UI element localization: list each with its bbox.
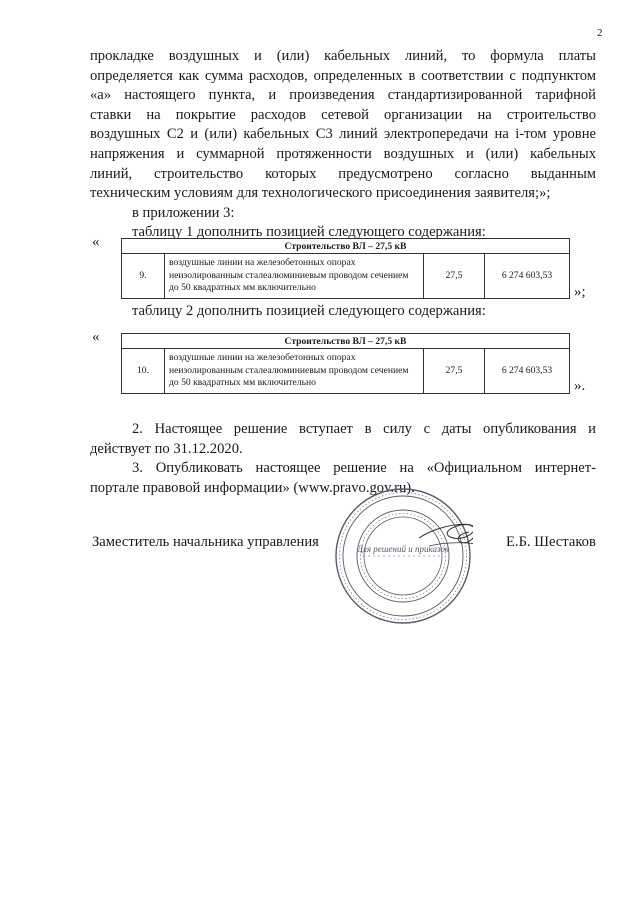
table2-intro-text: таблицу 2 дополнить позицией следующего содержания:	[132, 303, 486, 319]
text-line: прокладке воздушных и (или) кабельных линий, то формула платы	[90, 48, 596, 64]
stamp-text: Для решений и приказов	[357, 544, 449, 554]
signer-role: Заместитель начальника управления	[92, 534, 319, 550]
appendix-line	[132, 204, 592, 224]
table1-intro-text: таблицу 1 дополнить позицией следующего содержания:	[132, 224, 486, 240]
table1-header: Строительство ВЛ – 27,5 кВ	[122, 239, 570, 254]
table2-num: 10.	[122, 349, 165, 394]
paragraph-2	[90, 420, 596, 459]
signer-name: Е.Б. Шестаков	[506, 534, 596, 550]
paragraph-1	[90, 47, 596, 204]
table-1	[121, 238, 570, 299]
table2-voltage: 27,5	[424, 349, 485, 394]
text-line: воздушных С2 и (или) кабельных С3 линий электропередачи на i-том уровне	[90, 126, 596, 143]
text-line: 2. Настоящее решение вступает в силу с даты опубликования и	[132, 421, 596, 437]
quote-open-2: «	[92, 329, 100, 345]
quote-open-1: «	[92, 234, 100, 250]
quote-close-1: »;	[574, 284, 586, 300]
text-line: 3. Опубликовать настоящее решение на «Официальном интернет-	[132, 460, 596, 476]
table1-num: 9.	[122, 254, 165, 299]
quote-close-2: ».	[574, 378, 586, 394]
table2-description: воздушные линии на железобетонных опорах неизолированным сталеалюминиевым проводом сечением до 50 квадратных мм включительно	[165, 349, 424, 394]
text-line: действует по 31.12.2020.	[90, 440, 243, 457]
table-2	[121, 333, 570, 394]
text-line: «а» настоящего пункта, и произведения стандартизированной тарифной	[90, 87, 596, 104]
table1-description: воздушные линии на железобетонных опорах неизолированным сталеалюминиевым проводом сечением до 50 квадратных мм включительно	[165, 254, 424, 299]
page-number: 2	[597, 27, 603, 39]
text-line: линий, строительство которых предусмотрено согласно выданным	[90, 165, 596, 182]
text-line: техническим условиям для технологического присоединения заявителя;»;	[90, 185, 551, 202]
text-line: определяется как сумма расходов, определенных в соответствии с подпунктом	[90, 67, 596, 84]
text-line: ставки на покрытие расходов сетевой организации на строительство	[90, 106, 596, 123]
text-line: портале правовой информации» (www.pravo.gov.ru).	[90, 479, 415, 496]
table2-amount: 6 274 603,53	[485, 349, 570, 394]
table2-intro	[132, 302, 592, 322]
text-line: напряжения и суммарной протяженности воздушных и (или) кабельных	[90, 145, 596, 162]
table1-voltage: 27,5	[424, 254, 485, 299]
appendix-text: в приложении 3:	[132, 205, 235, 221]
official-stamp	[333, 486, 473, 626]
table1-amount: 6 274 603,53	[485, 254, 570, 299]
table2-header: Строительство ВЛ – 27,5 кВ	[122, 334, 570, 349]
